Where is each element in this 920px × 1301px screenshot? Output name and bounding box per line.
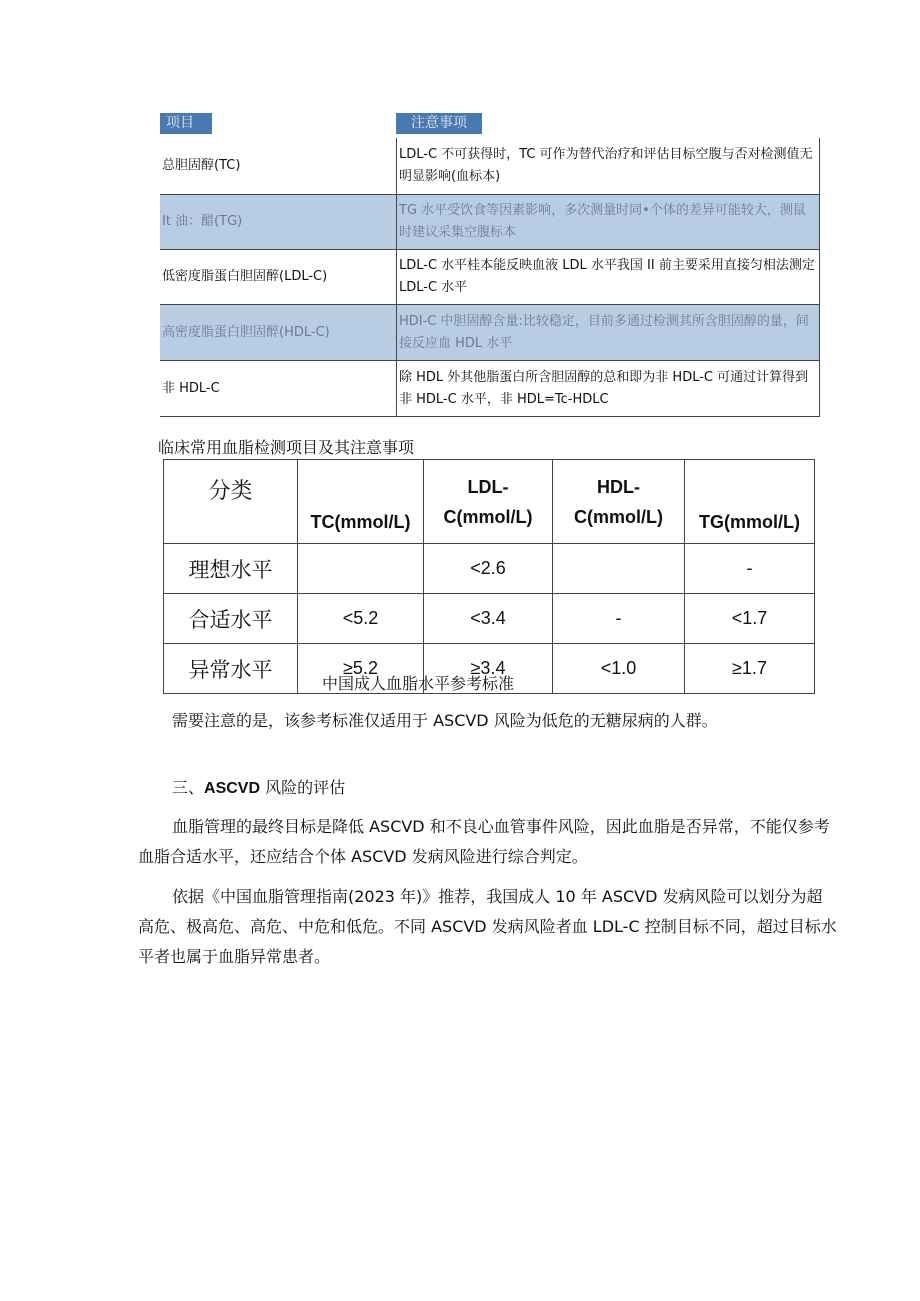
body-paragraph-2: 依据《中国血脂管理指南(2023 年)》推荐，我国成人 10 年 ASCVD 发病风险可以划分为超高危、极高危、高危、中危和低危。不同 ASCVD 发病风险者血 LDL-C 控制目标不同，超过目标水平者也属于血脂异常患者。 (138, 887, 837, 966)
level-label: 异常水平 (164, 644, 298, 694)
level-tg: ≥1.7 (685, 644, 815, 694)
table-row (160, 195, 820, 250)
table-row (160, 361, 820, 417)
notes-note-cell: 除 HDL 外其他脂蛋白所含胆固醇的总和即为非 HDL-C 可通过计算得到非 HDL-C 水平，非 HDL=Tc-HDLC (397, 361, 820, 417)
notes-item-cell: 非 HDL-C (160, 361, 397, 417)
level-ldl: <3.4 (424, 594, 553, 644)
header-hdl (553, 460, 685, 544)
notes-note-cell: TG 水平受饮食等因素影响，多次测量时同•个体的差异可能较大，测鼠时建议采集空腹标本 (397, 195, 820, 250)
header-category: 分类 (164, 460, 298, 544)
section-prefix: 三、 (172, 778, 205, 797)
table-row (164, 594, 815, 644)
section-suffix: 风险的评估 (260, 778, 346, 797)
lipid-levels-table (163, 459, 815, 694)
notes-header-item: 项目 (160, 113, 212, 134)
section-heading (172, 775, 345, 802)
level-hdl: <1.0 (553, 644, 685, 694)
table-row (160, 138, 820, 195)
header-ldl-line1: LDL- (467, 476, 509, 497)
levels-header-row (164, 460, 815, 544)
notes-note-cell: LDL-C 水平桂本能反映血液 LDL 水平我国 II 前主要采用直接匀相法测定 LDL-C 水平 (397, 250, 820, 305)
notes-note-cell: LDL-C 不可获得时，TC 可作为替代治疗和评估目标空腹与否对检测值无明显影响(血标本) (397, 138, 820, 195)
level-tc: <5.2 (298, 594, 424, 644)
notes-item-cell: 总胆固醇(TC) (160, 138, 397, 195)
notes-table-caption: 临床常用血脂检测项目及其注意事项 (158, 438, 415, 457)
level-ldl: ≥3.4 (424, 644, 553, 694)
notes-item-cell: 高密度脂蛋白胆固醉(HDL-C) (160, 305, 397, 361)
body-paragraph-1: 血脂管理的最终目标是降低 ASCVD 和不良心血管事件风险，因此血脂是否异常，不能仅参考血脂合适水平，还应结合个体 ASCVD 发病风险进行综合判定。 (138, 817, 830, 866)
notes-item-cell: 低密度脂蛋白胆固醉(LDL-C) (160, 250, 397, 305)
notes-note-cell: HDI-C 中胆固醇含量:比较稳定，目前多通过检测其所含胆固醇的量，间接反应血 HDL 水平 (397, 305, 820, 361)
header-tg: TG(mmol/L) (685, 460, 815, 544)
notes-header-note: 注意事项 (396, 113, 482, 134)
level-label: 理想水平 (164, 544, 298, 594)
level-hdl: - (553, 594, 685, 644)
level-label: 合适水平 (164, 594, 298, 644)
level-ldl: <2.6 (424, 544, 553, 594)
table-row (160, 305, 820, 361)
header-hdl-line2: C(mmol/L) (574, 506, 663, 527)
header-hdl-line1: HDL- (597, 476, 640, 497)
header-ldl-line2: C(mmol/L) (443, 506, 533, 527)
level-tg: <1.7 (685, 594, 815, 644)
table-row (164, 544, 815, 594)
section-bold: ASCVD (204, 780, 261, 797)
level-tc (298, 544, 424, 594)
lipid-notes-table (160, 138, 820, 417)
header-ldl (424, 460, 553, 544)
level-hdl (553, 544, 685, 594)
table-row (160, 250, 820, 305)
header-tc: TC(mmol/L) (298, 460, 424, 544)
applicability-note: 需要注意的是，该参考标准仅适用于 ASCVD 风险为低危的无糖尿病的人群。 (172, 711, 718, 730)
notes-item-cell: It 油：醋(TG) (160, 195, 397, 250)
levels-table-caption: 中国成人血脂水平参考标准 (322, 674, 515, 693)
level-tg: - (685, 544, 815, 594)
level-tc: ≥5.2 (298, 644, 424, 694)
